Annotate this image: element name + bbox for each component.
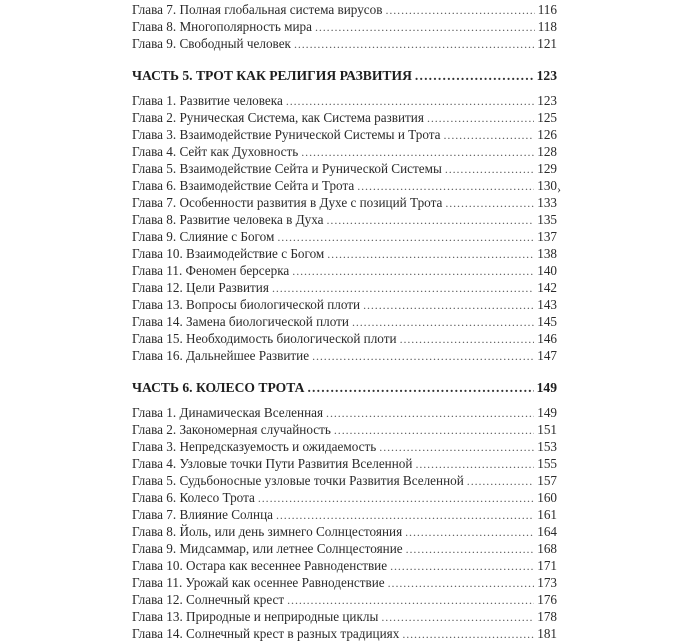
toc-entry <box>132 489 557 506</box>
toc-entry <box>132 109 557 126</box>
dot-leader <box>307 378 533 398</box>
toc-entry-page: 173 <box>537 575 557 590</box>
dot-leader <box>415 456 534 473</box>
toc-entry-page: 168 <box>537 541 557 556</box>
toc-entry-page: 130 <box>537 178 557 193</box>
toc-entry <box>132 35 557 52</box>
dot-leader <box>363 297 534 314</box>
toc-entry <box>132 523 557 540</box>
toc-entry-label: Глава 10. Взаимодействие с Богом <box>132 246 325 261</box>
toc-entry-page: 123 <box>537 93 557 108</box>
toc-entry-label: Глава 6. Взаимодействие Сейта и Трота <box>132 178 355 193</box>
toc-entry <box>132 92 557 109</box>
dot-leader <box>445 161 534 178</box>
toc-entry-label: Глава 9. Мидсаммар, или летнее Солнцестояние <box>132 541 403 556</box>
toc-entry-label: Глава 12. Солнечный крест <box>132 592 285 607</box>
toc-entry-page: 153 <box>537 439 557 454</box>
part-heading <box>132 66 557 86</box>
toc-entry-label: Глава 7. Влияние Солнца <box>132 507 273 522</box>
toc-entry-label: Глава 8. Йоль, или день зимнего Солнцестояния <box>132 524 403 539</box>
part-entry-list <box>132 92 557 364</box>
dot-leader <box>276 507 534 524</box>
toc-entry-label: Глава 3. Непредсказуемость и ожидаемость <box>132 439 377 454</box>
toc-entry <box>132 18 557 35</box>
toc-entry-label: Глава 5. Взаимодействие Сейта и Рунической Системы <box>132 161 442 176</box>
toc-entry <box>132 245 557 262</box>
toc-entry-label: Глава 14. Замена биологической плоти <box>132 314 349 329</box>
dot-leader <box>415 66 534 86</box>
part-page: 149 <box>536 380 557 395</box>
part-heading <box>132 378 557 398</box>
dot-leader <box>406 541 535 558</box>
toc-entry-page: 176 <box>537 592 557 607</box>
toc-entry <box>132 421 557 438</box>
dot-leader <box>258 490 534 507</box>
toc-entry-label: Глава 6. Колесо Трота <box>132 490 255 505</box>
toc-entry <box>132 472 557 489</box>
dot-leader <box>327 246 534 263</box>
toc-entry <box>132 506 557 523</box>
toc-entry <box>132 126 557 143</box>
toc-entry <box>132 574 557 591</box>
toc-entry-page: 151 <box>537 422 557 437</box>
dot-leader <box>427 110 534 127</box>
toc-entry-page: 147 <box>537 348 557 363</box>
toc-entry-page: 149 <box>537 405 557 420</box>
toc-entry-label: Глава 9. Слияние с Богом <box>132 229 275 244</box>
dot-leader <box>357 178 534 195</box>
toc-entry-label: Глава 13. Природные и неприродные циклы <box>132 609 379 624</box>
toc-entry-page: 118 <box>537 19 557 34</box>
dot-leader <box>385 2 534 19</box>
toc-entry-label: Глава 2. Закономерная случайность <box>132 422 331 437</box>
dot-leader <box>334 422 534 439</box>
toc-entry <box>132 160 557 177</box>
toc-entry <box>132 177 557 194</box>
toc-entry-label: Глава 7. Особенности развития в Духе с позиций Трота <box>132 195 443 210</box>
toc-entry <box>132 228 557 245</box>
dot-leader <box>277 229 534 246</box>
toc-entry <box>132 557 557 574</box>
toc-entry-page: 140 <box>537 263 557 278</box>
dot-leader <box>400 331 535 348</box>
dot-leader <box>292 263 534 280</box>
toc-entry <box>132 279 557 296</box>
toc-entry-page: 157 <box>537 473 557 488</box>
dot-leader <box>445 195 534 212</box>
toc-entry-label: Глава 10. Остара как весеннее Равноденствие <box>132 558 388 573</box>
toc-entry-page: 146 <box>537 331 557 346</box>
part-page: 123 <box>536 68 557 83</box>
dot-leader <box>379 439 534 456</box>
toc-entry <box>132 211 557 228</box>
dot-leader <box>327 212 535 229</box>
toc-entry-label: Глава 5. Судьбоносные узловые точки Развития Вселенной <box>132 473 464 488</box>
toc-entry <box>132 262 557 279</box>
toc-entry <box>132 625 557 642</box>
toc-entry-page: 164 <box>537 524 557 539</box>
toc-entry-page: 160 <box>537 490 557 505</box>
toc-entry <box>132 540 557 557</box>
toc-entry-page: 135 <box>537 212 557 227</box>
toc-entry-page: 178 <box>537 609 557 624</box>
dot-leader <box>287 592 534 609</box>
toc-entry-page: 181 <box>537 626 557 641</box>
toc-entry-label: Глава 1. Динамическая Вселенная <box>132 405 324 420</box>
intro-entry-list <box>132 1 557 52</box>
toc-entry-page: 155 <box>537 456 557 471</box>
dot-leader <box>405 524 534 541</box>
dot-leader <box>402 626 534 643</box>
toc-entry <box>132 608 557 625</box>
part-title: ЧАСТЬ 6. КОЛЕСО ТРОТА <box>132 380 305 395</box>
toc-entry-page: 161 <box>537 507 557 522</box>
toc-entry-page: 142 <box>537 280 557 295</box>
toc-entry <box>132 438 557 455</box>
dot-leader <box>312 348 534 365</box>
page-edge-mark: › <box>557 182 561 196</box>
toc-entry <box>132 296 557 313</box>
toc-entry-label: Глава 1. Развитие человека <box>132 93 283 108</box>
toc-entry-page: 121 <box>537 36 557 51</box>
dot-leader <box>444 127 535 144</box>
toc-entry-page: 128 <box>537 144 557 159</box>
dot-leader <box>388 575 535 592</box>
part-title: ЧАСТЬ 5. ТРОТ КАК РЕЛИГИЯ РАЗВИТИЯ <box>132 68 412 83</box>
toc-entry-label: Глава 4. Сейт как Духовность <box>132 144 299 159</box>
toc-entry-label: Глава 4. Узловые точки Пути Развития Вселенной <box>132 456 413 471</box>
toc-entry <box>132 313 557 330</box>
dot-leader <box>301 144 534 161</box>
toc-entry <box>132 347 557 364</box>
toc-entry-page: 129 <box>537 161 557 176</box>
dot-leader <box>381 609 534 626</box>
part-entry-list <box>132 404 557 642</box>
toc-entry <box>132 455 557 472</box>
dot-leader <box>326 405 534 422</box>
dot-leader <box>467 473 534 490</box>
dot-leader <box>286 93 534 110</box>
dot-leader <box>352 314 534 331</box>
dot-leader <box>390 558 534 575</box>
toc-entry <box>132 1 557 18</box>
toc-entry <box>132 143 557 160</box>
toc-entry-label: Глава 9. Свободный человек <box>132 36 291 51</box>
toc-entry-page: 138 <box>537 246 557 261</box>
toc-entry-page: 145 <box>537 314 557 329</box>
toc-entry-page: 125 <box>537 110 557 125</box>
toc-entry-label: Глава 15. Необходимость биологической плоти <box>132 331 397 346</box>
toc-entry-page: 137 <box>537 229 557 244</box>
toc-entry <box>132 194 557 211</box>
toc-entry <box>132 330 557 347</box>
toc-entry-label: Глава 8. Развитие человека в Духа <box>132 212 324 227</box>
toc-entry-page: 143 <box>537 297 557 312</box>
dot-leader <box>272 280 534 297</box>
toc-entry-label: Глава 8. Многополярность мира <box>132 19 312 34</box>
toc-entry-page: 126 <box>537 127 557 142</box>
toc-entry <box>132 404 557 421</box>
toc-entry-page: 171 <box>537 558 557 573</box>
toc-entry-label: Глава 13. Вопросы биологической плоти <box>132 297 361 312</box>
toc-entry-label: Глава 12. Цели Развития <box>132 280 269 295</box>
toc-entry-page: 133 <box>537 195 557 210</box>
dot-leader <box>294 36 534 53</box>
toc-entry-label: Глава 11. Урожай как осеннее Равноденствие <box>132 575 385 590</box>
toc-entry-label: Глава 14. Солнечный крест в разных традициях <box>132 626 400 641</box>
toc-entry-label: Глава 16. Дальнейшее Развитие <box>132 348 310 363</box>
dot-leader <box>315 19 535 36</box>
toc-entry-label: Глава 7. Полная глобальная система вирусов <box>132 2 383 17</box>
toc-entry-label: Глава 11. Феномен берсерка <box>132 263 290 278</box>
toc-entry-label: Глава 2. Руническая Система, как Система развития <box>132 110 424 125</box>
table-of-contents <box>132 1 557 642</box>
toc-entry-page: 116 <box>537 2 557 17</box>
toc-entry-label: Глава 3. Взаимодействие Рунической Системы и Трота <box>132 127 441 142</box>
